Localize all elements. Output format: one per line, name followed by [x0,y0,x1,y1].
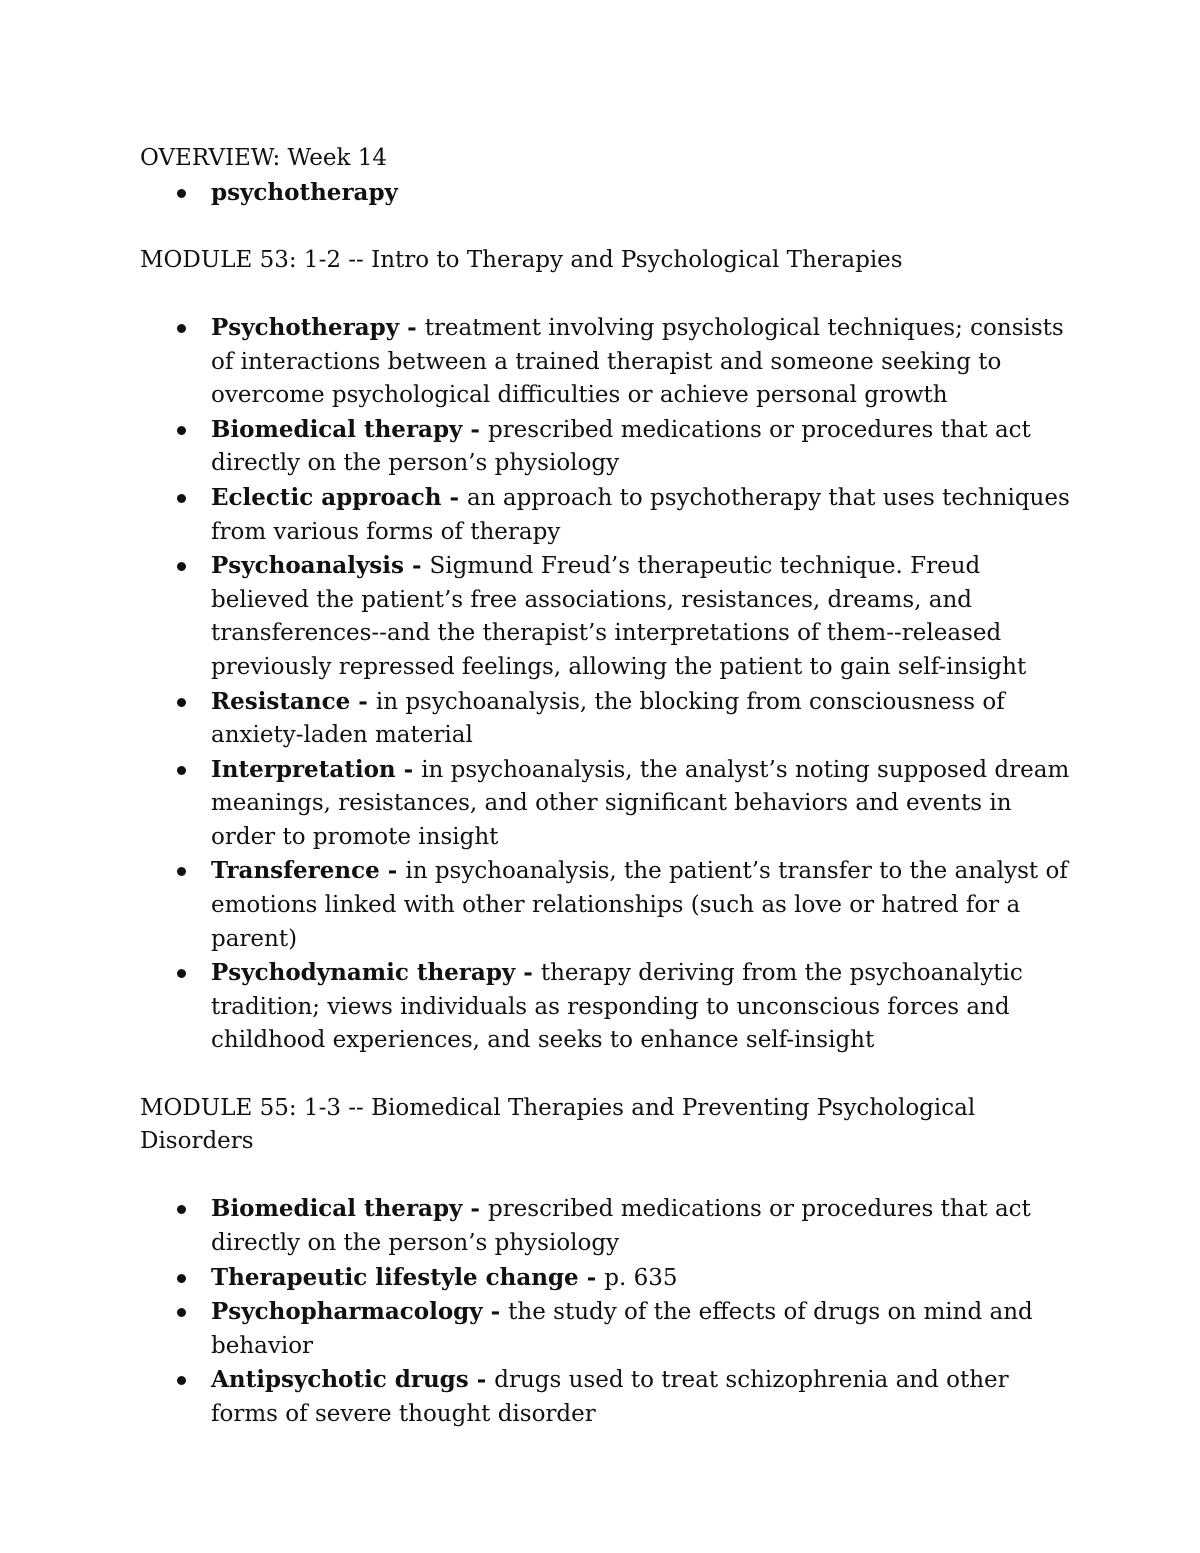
list-item: Psychoanalysis - Sigmund Freud’s therapeutic technique. Freud believed the patient’s free associations, resistances, dreams, and transferences--and the therapist’s interpretations of them--released previously repressed feelings, allowing the patient to gain self-insight [140,549,1080,684]
module-55-terms [140,1192,1080,1431]
term-label: Biomedical therapy [211,415,463,443]
term-definition: prescribed medications or procedures that act directly on the person’s physiology [211,1196,1031,1256]
list-item: Biomedical therapy - prescribed medications or procedures that act directly on the person’s physiology [140,413,1080,481]
term-definition: drugs used to treat schizophrenia and other forms of severe thought disorder [211,1367,1009,1427]
term-label: Resistance [211,687,351,715]
term-label: Psychoanalysis [211,552,404,580]
list-item: Interpretation - in psychoanalysis, the analyst’s noting supposed dream meanings, resistances, and other significant behaviors and events in order to promote insight [140,753,1080,855]
term-definition: the study of the effects of drugs on mind and behavior [211,1299,1033,1359]
list-item [140,176,1080,211]
list-item: Psychopharmacology - the study of the effects of drugs on mind and behavior [140,1295,1080,1363]
list-item: Biomedical therapy - prescribed medications or procedures that act directly on the person’s physiology [140,1192,1080,1260]
list-item: Psychotherapy - treatment involving psychological techniques; consists of interactions between a trained therapist and someone seeking to overcome psychological difficulties or achieve personal growth [140,311,1080,413]
term-definition: in psychoanalysis, the analyst’s noting supposed dream meanings, resistances, and other significant behaviors and events in order to promote insight [211,756,1070,850]
term-label: Antipsychotic drugs [211,1366,469,1394]
term-definition: therapy deriving from the psychoanalytic tradition; views individuals as responding to unconscious forces and childhood experiences, and seeks to enhance self-insight [211,960,1023,1054]
module-53-heading: MODULE 53: 1-2 -- Intro to Therapy and Psychological Therapies [140,246,903,273]
overview-topic: psychotherapy [211,178,398,206]
list-item: Resistance - in psychoanalysis, the blocking from consciousness of anxiety-laden material [140,685,1080,753]
term-label: Psychopharmacology [211,1298,483,1326]
term-definition: in psychoanalysis, the patient’s transfer to the analyst of emotions linked with other relationships (such as love or hatred for a parent) [211,858,1068,952]
term-label: Psychotherapy [211,313,400,341]
term-definition: treatment involving psychological techniques; consists of interactions between a trained therapist and someone seeking to overcome psychological difficulties or achieve personal growth [211,314,1064,409]
spacer [140,1159,1080,1193]
spacer [140,210,1080,244]
term-label: Transference [211,857,380,885]
spacer [140,277,1080,311]
spacer [140,1058,1080,1092]
document-page [140,142,1080,1432]
list-item: Therapeutic lifestyle change - p. 635 [140,1261,1080,1296]
module-53-terms [140,311,1080,1058]
list-item: Antipsychotic drugs - drugs used to treat schizophrenia and other forms of severe thought disorder [140,1363,1080,1431]
term-label: Interpretation [211,755,396,783]
list-item: Eclectic approach - an approach to psychotherapy that uses techniques from various forms of therapy [140,481,1080,549]
overview-heading: OVERVIEW: Week 14 [140,145,388,171]
term-definition: Sigmund Freud’s therapeutic technique. Freud believed the patient’s free associations, resistances, dreams, and transferences--and the therapist’s interpretations of them--released previously repressed feelings, allowing the patient to gain self-insight [211,553,1027,680]
term-label: Psychodynamic therapy [211,959,516,987]
term-definition: in psychoanalysis, the blocking from consciousness of anxiety-laden material [211,688,1005,749]
module-55-heading: MODULE 55: 1-3 -- Biomedical Therapies and Preventing Psychological Disorders [140,1094,976,1155]
overview-list [140,176,1080,211]
term-definition: prescribed medications or procedures that act directly on the person’s physiology [211,416,1031,477]
list-item: Transference - in psychoanalysis, the patient’s transfer to the analyst of emotions linked with other relationships (such as love or hatred for a parent) [140,854,1080,956]
term-label: Biomedical therapy [211,1195,463,1223]
term-definition: p. 635 [604,1264,678,1291]
term-label: Therapeutic lifestyle change [211,1263,579,1291]
term-label: Eclectic approach [211,483,442,511]
list-item: Psychodynamic therapy - therapy deriving from the psychoanalytic tradition; views individuals as responding to unconscious forces and childhood experiences, and seeks to enhance self-insight [140,956,1080,1058]
term-definition: an approach to psychotherapy that uses techniques from various forms of therapy [211,484,1070,545]
